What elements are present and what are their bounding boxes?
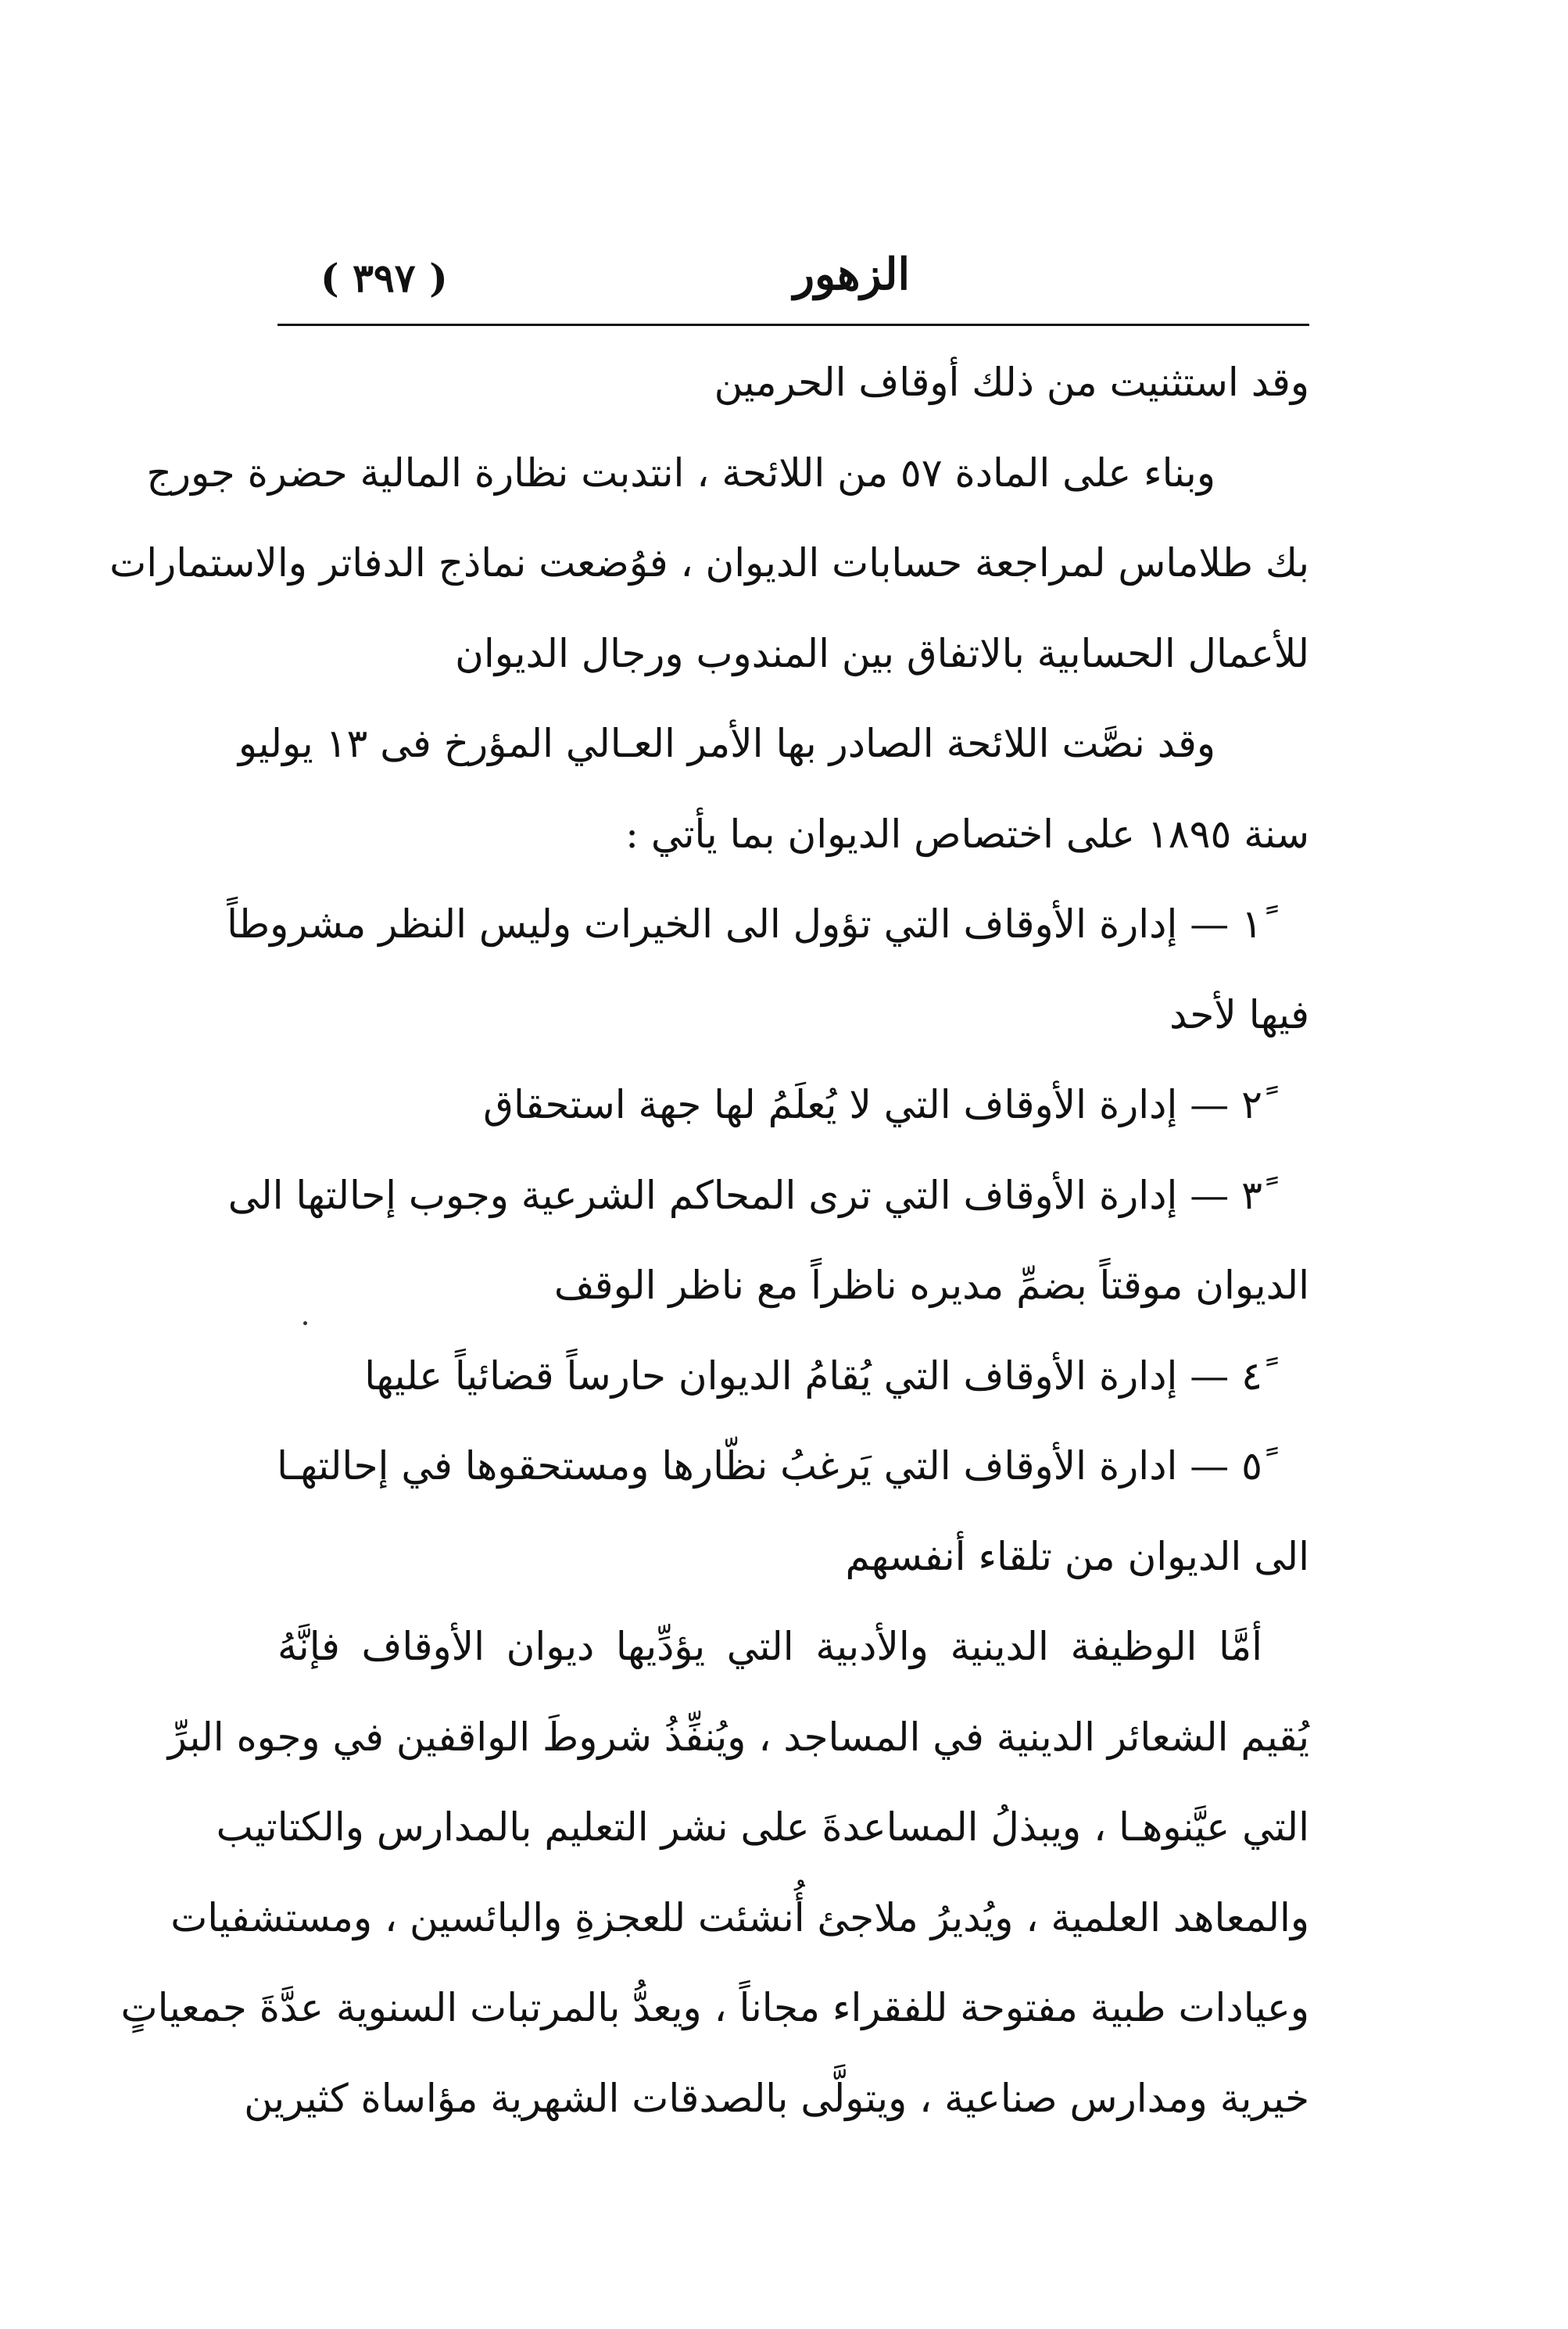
header-rule (277, 324, 1309, 326)
ink-speck (303, 1321, 307, 1325)
page-number: ( ٣٩٧ ) (320, 255, 448, 301)
text-line: ١ً — إدارة الأوقاف التي تؤول الى الخيرات وليس النظر مشروطاً (227, 901, 1262, 947)
text-line: وبناء على المادة ٥٧ من اللائحة ، انتدبت نظارة المالية حضرة جورج (146, 450, 1215, 496)
text-line: فيها لأحد (1169, 991, 1309, 1037)
text-line: الى الديوان من تلقاء أنفسهم (845, 1533, 1309, 1579)
text-line: ٤ً — إدارة الأوقاف التي يُقامُ الديوان حارساً قضائياً عليها (364, 1353, 1262, 1399)
text-line: وقد نصَّت اللائحة الصادر بها الأمر العـالي المؤرخ فى ١٣ يوليو (238, 721, 1215, 766)
text-line: للأعمال الحسابية بالاتفاق بين المندوب ورجال الديوان (455, 630, 1309, 676)
text-line: سنة ١٨٩٥ على اختصاص الديوان بما يأتي : (625, 811, 1309, 857)
text-line: يُقيم الشعائر الدينية في المساجد ، ويُنفِّذُ شروطَ الواقفين في وجوه البرِّ (167, 1714, 1309, 1760)
page-header (277, 249, 1309, 319)
text-line: ٥ً — ادارة الأوقاف التي يَرغبُ نظّارها ومستحقوها في إحالتهـا (277, 1443, 1262, 1489)
text-line: خيرية ومدارس صناعية ، ويتولَّى بالصدقات الشهرية مؤاساة كثيرين (244, 2075, 1309, 2121)
running-title: الزهور (793, 249, 911, 300)
text-line: ٣ً — إدارة الأوقاف التي ترى المحاكم الشرعية وجوب إحالتها الى (227, 1172, 1262, 1218)
body-text (109, 338, 1309, 2144)
text-line: وقد استثنيت من ذلك أوقاف الحرمين (714, 360, 1309, 405)
text-line: ٢ً — إدارة الأوقاف التي لا يُعلَمُ لها جهة استحقاق (483, 1082, 1262, 1127)
text-line: بك طلاماس لمراجعة حسابات الديوان ، فوُضعت نماذج الدفاتر والاستمارات (109, 540, 1309, 586)
text-line: والمعاهد العلمية ، ويُديرُ ملاجئ أُنشئت للعجزةِ والبائسين ، ومستشفيات (170, 1894, 1309, 1940)
text-line: أمَّا الوظيفة الدينية والأدبية التي يؤدِّيها ديوان الأوقاف فإنَّهُ (277, 1624, 1262, 1669)
text-line: الديوان موقتاً بضمِّ مديره ناظراً مع ناظر الوقف (553, 1263, 1309, 1308)
text-line: وعيادات طبية مفتوحة للفقراء مجاناً ، ويعدُّ بالمرتبات السنوية عدَّةَ جمعياتٍ (120, 1985, 1309, 2030)
text-line: التي عيَّنوهـا ، ويبذلُ المساعدةَ على نشر التعليم بالمدارس والكتاتيب (216, 1804, 1309, 1850)
